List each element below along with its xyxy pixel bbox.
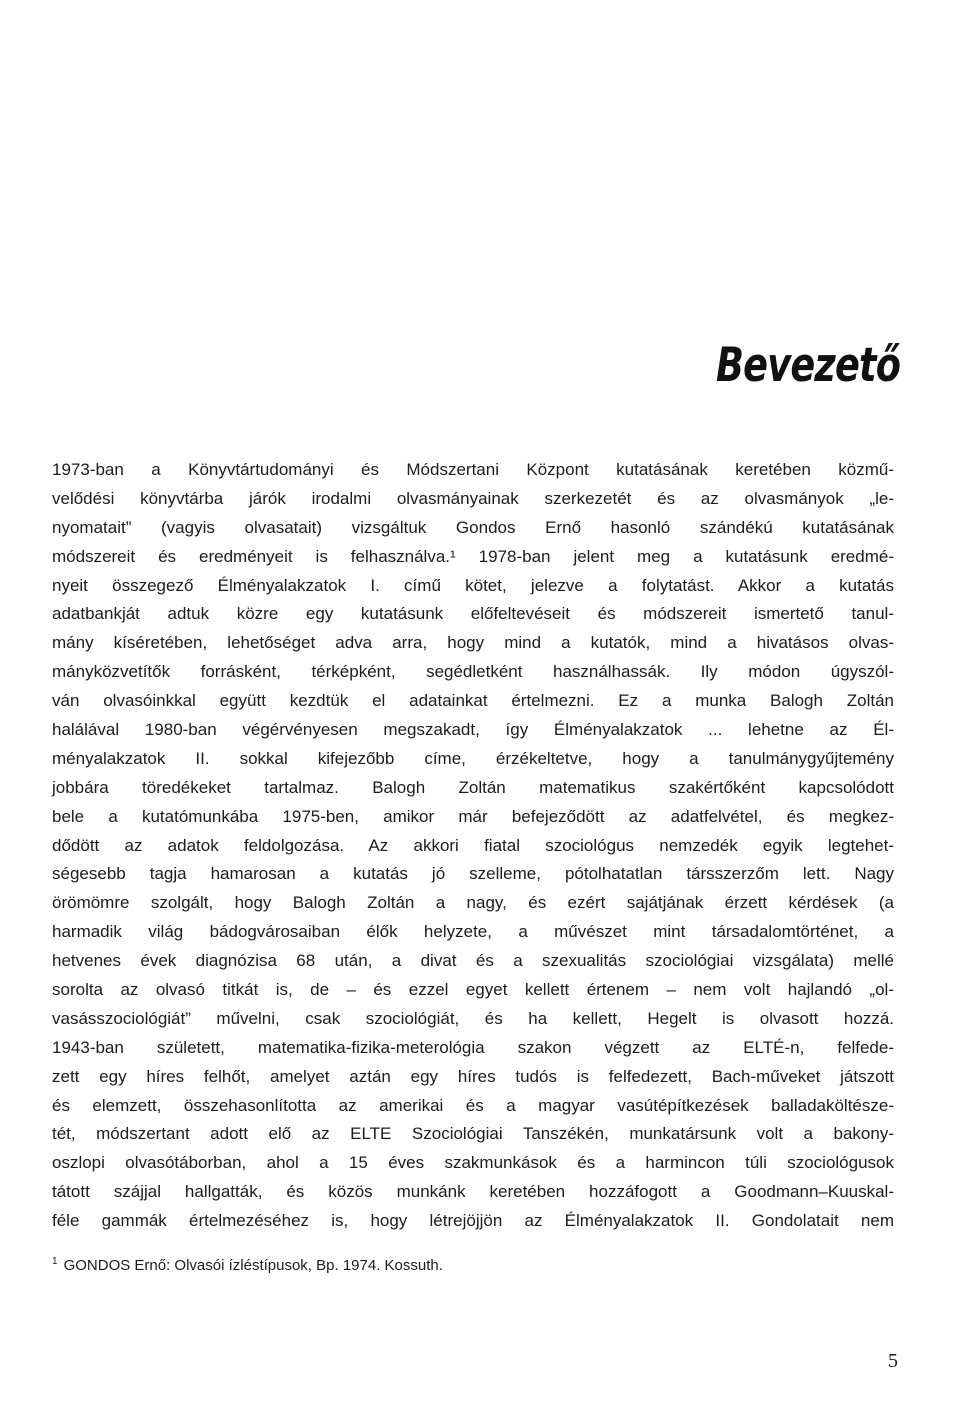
body-line: zett egy híres felhőt, amelyet aztán egy híres tudós is felfedezett, Bach-műveket játszott <box>52 1066 894 1086</box>
body-line: ván olvasóinkkal együtt kezdtük el adatainkat értelmezni. Ez a munka Balogh Zoltán <box>52 691 894 711</box>
body-line: nyomatait” (vagyis olvasatait) vizsgáltuk Gondos Ernő hasonló szándékú kutatásának <box>52 517 894 537</box>
body-line: féle gammák értelmezéséhez is, hogy létrejöjjön az Élményalakzatok II. Gondolatait nem <box>52 1211 894 1231</box>
footnote <box>52 1257 443 1274</box>
body-line: harmadik világ bádogvárosaiban élők helyzete, a művészet mint társadalomtörténet, a <box>52 922 894 942</box>
page-number: 5 <box>888 1350 898 1372</box>
footnote-text: GONDOS Ernő: Olvasói ízléstípusok, Bp. 1974. Kossuth. <box>63 1257 443 1274</box>
body-line: tét, módszertant adott elő az ELTE Szociológiai Tanszékén, munkatársunk volt a bakony- <box>52 1124 894 1144</box>
body-line: velődési könyvtárba járók irodalmi olvasmányainak szerkezetét és az olvasmányok „le- <box>52 488 894 508</box>
body-line: tátott szájjal hallgatták, és közös munkánk keretében hozzáfogott a Goodmann–Kuuskal- <box>52 1182 894 1202</box>
body-text <box>52 456 894 1236</box>
body-line: nyeit összegező Élményalakzatok I. című kötet, jelezve a folytatást. Akkor a kutatás <box>52 575 894 595</box>
body-line: hetvenes évek diagnózisa 68 után, a divat és a szexualitás szociológiai vizsgálata) mellé <box>52 951 894 971</box>
body-line: 1943-ban született, matematika-fizika-meterológia szakon végzett az ELTÉ-n, felfede- <box>52 1037 894 1057</box>
body-line: oszlopi olvasótáborban, ahol a 15 éves szakmunkások és a harmincon túli szociológusok <box>52 1153 894 1173</box>
body-line: bele a kutatómunkába 1975-ben, amikor már befejeződött az adatfelvétel, és megkez- <box>52 806 894 826</box>
footnote-marker: 1 <box>52 1256 58 1267</box>
body-line: dődött az adatok feldolgozása. Az akkori fiatal szociológus nemzedék egyik legtehet- <box>52 835 894 855</box>
body-line: örömömre szolgált, hogy Balogh Zoltán a nagy, és ezért sajátjának érzett kérdések (a <box>52 893 894 913</box>
body-line: mányközvetítők forrásként, térképként, segédletként használhassák. Ily módon úgyszól- <box>52 662 894 682</box>
body-line: adatbankját adtuk közre egy kutatásunk előfeltevéseit és módszereit ismertető tanul- <box>52 604 894 624</box>
page-title: Bevezető <box>715 338 900 393</box>
body-line: halálával 1980-ban végérvényesen megszakadt, így Élményalakzatok ... lehetne az Él- <box>52 720 894 740</box>
body-line: és elemzett, összehasonlította az amerikai és a magyar vasútépítkezések balladaköltésze- <box>52 1095 894 1115</box>
body-line: mány kíséretében, lehetőséget adva arra, hogy mind a kutatók, mind a hivatásos olvas- <box>52 633 894 653</box>
body-line: módszereit és eredményeit is felhasználva.¹ 1978-ban jelent meg a kutatásunk eredmé- <box>52 546 894 566</box>
body-line: jobbára töredékeket tartalmaz. Balogh Zoltán matematikus szakértőként kapcsolódott <box>52 777 894 797</box>
body-line: sorolta az olvasó titkát is, de – és ezzel egyet kellett értenem – nem volt hajlandó „ol- <box>52 980 894 1000</box>
body-line: vasásszociológiát” művelni, csak szociológiát, és ha kellett, Hegelt is olvasott hozzá. <box>52 1008 894 1028</box>
body-line: ségesebb tagja hamarosan a kutatás jó szelleme, pótolhatatlan társszerzőm lett. Nagy <box>52 864 894 884</box>
body-line: 1973-ban a Könyvtártudományi és Módszertani Központ kutatásának keretében közmű- <box>52 460 894 479</box>
body-line: ményalakzatok II. sokkal kifejezőbb címe, érzékeltetve, hogy a tanulmánygyűjtemény <box>52 748 894 768</box>
